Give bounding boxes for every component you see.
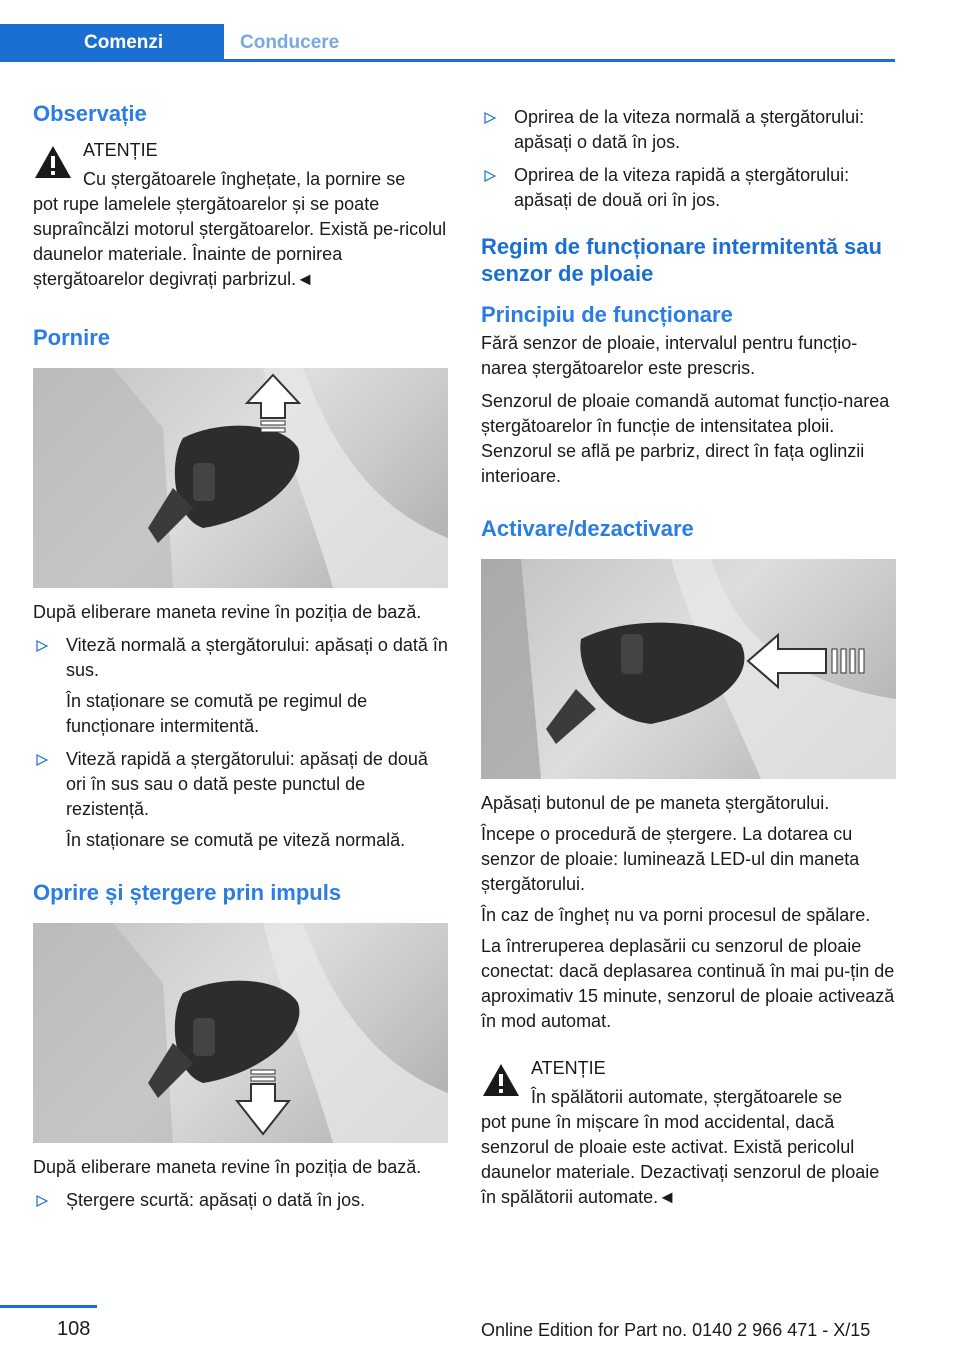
list-item [481, 105, 896, 155]
bullet-list-2 [33, 1188, 448, 1213]
tab-comenzi[interactable]: Comenzi [0, 24, 224, 59]
bullet-triangle-icon [484, 112, 496, 124]
caption-2: După eliberare maneta revine în poziția de bază. [33, 1157, 422, 1177]
warning-text-line: În spălătorii automate, ștergătoarele se [531, 1087, 843, 1107]
warning-title: ATENȚIE [531, 1058, 606, 1078]
paragraph-6: La întreruperea deplasării cu senzorul de ploaie conectat: dacă deplasarea continuă în mai pu-țin de aproximativ 15 minute, senzorul de ploaie activează în mod automat. [481, 936, 895, 1031]
paragraph-1: Fără senzor de ploaie, intervalul pentru funcțio-narea ștergătoarelor este prescris. [481, 333, 858, 378]
caption-1: După eliberare maneta revine în poziția de bază. [33, 602, 422, 622]
warning-box-1 [33, 138, 448, 292]
bullet-triangle-icon [36, 640, 48, 652]
left-column [33, 100, 448, 1213]
list-item-text: Oprirea de la viteza rapidă a ștergătorului: apăsați de două ori în jos. [514, 165, 850, 210]
footer-rule [0, 1305, 97, 1308]
list-item-text: Oprirea de la viteza normală a ștergătorului: apăsați o dată în jos. [514, 107, 865, 152]
paragraph-3: Apăsați butonul de pe maneta ștergătorului. [481, 793, 830, 813]
list-item [33, 1188, 448, 1213]
page-number: 108 [57, 1318, 91, 1340]
wiper-lever-photo-button [481, 559, 896, 779]
list-item-text: Viteză normală a ștergătorului: apăsați o dată în sus. [66, 635, 448, 680]
list-item [33, 747, 448, 853]
warning-triangle-icon [33, 144, 73, 180]
wiper-lever-photo-up [33, 368, 448, 588]
bullet-list-1 [33, 633, 448, 853]
right-column [481, 100, 896, 1210]
list-item [481, 163, 896, 213]
paragraph-2: Senzorul de ploaie comandă automat funcțio-narea ștergătoarelor în funcție de intensitatea ploii. Senzorul se află pe parbriz, direct în fața oglinzii interioare. [481, 391, 890, 486]
observatie-heading: Observație [33, 101, 147, 126]
paragraph-5: În caz de îngheț nu va porni procesul de spălare. [481, 905, 871, 925]
tab-conducere[interactable]: Conducere [240, 32, 340, 53]
list-item-note: În staționare se comută pe regimul de funcționare intermitentă. [66, 691, 368, 736]
pornire-heading: Pornire [33, 325, 111, 350]
warning-box-2 [481, 1056, 896, 1210]
list-item-note: În staționare se comută pe viteză normală. [66, 830, 406, 850]
bullet-triangle-icon [484, 170, 496, 182]
warning-text: pot pune în mișcare în mod accidental, dacă senzorul de ploaie este activat. Există pericolul daunelor materiale. Dezactivați senzorul de ploaie în spălătorii automate.◄ [481, 1112, 880, 1207]
arrow-left-icon [746, 631, 886, 691]
regim-heading: Regim de funcționare intermitentă sau senzor de ploaie [481, 234, 882, 286]
tab-bar [0, 24, 895, 62]
warning-text-line: Cu ștergătoarele înghețate, la pornire se [83, 169, 406, 189]
wiper-lever-photo-down [33, 923, 448, 1143]
bullet-list-3 [481, 105, 896, 213]
warning-title: ATENȚIE [83, 140, 158, 160]
warning-text: pot rupe lamelele ștergătoarelor și se poate supraîncălzi motorul ștergătoarelor. Există pe-ricolul daunelor materiale. Înainte de pornirea ștergătoarelor degivrați parbrizul.◄ [33, 194, 447, 289]
oprire-heading: Oprire și ștergere prin impuls [33, 880, 342, 905]
arrow-down-icon [233, 1068, 293, 1138]
edition-note: Online Edition for Part no. 0140 2 966 471 - X/15 [481, 1320, 871, 1340]
activare-heading: Activare/dezactivare [481, 516, 694, 541]
bullet-triangle-icon [36, 1195, 48, 1207]
bullet-triangle-icon [36, 754, 48, 766]
list-item-text: Viteză rapidă a ștergătorului: apăsați de două ori în sus sau o dată peste punctul de rezistență. [66, 749, 428, 819]
list-item-text: Ștergere scurtă: apăsați o dată în jos. [66, 1190, 366, 1210]
list-item [33, 633, 448, 739]
principiu-heading: Principiu de funcționare [481, 302, 733, 327]
paragraph-4: Începe o procedură de ștergere. La dotarea cu senzor de ploaie: luminează LED-ul din maneta ștergătorului. [481, 824, 860, 894]
warning-triangle-icon [481, 1062, 521, 1098]
arrow-up-icon [243, 373, 303, 438]
